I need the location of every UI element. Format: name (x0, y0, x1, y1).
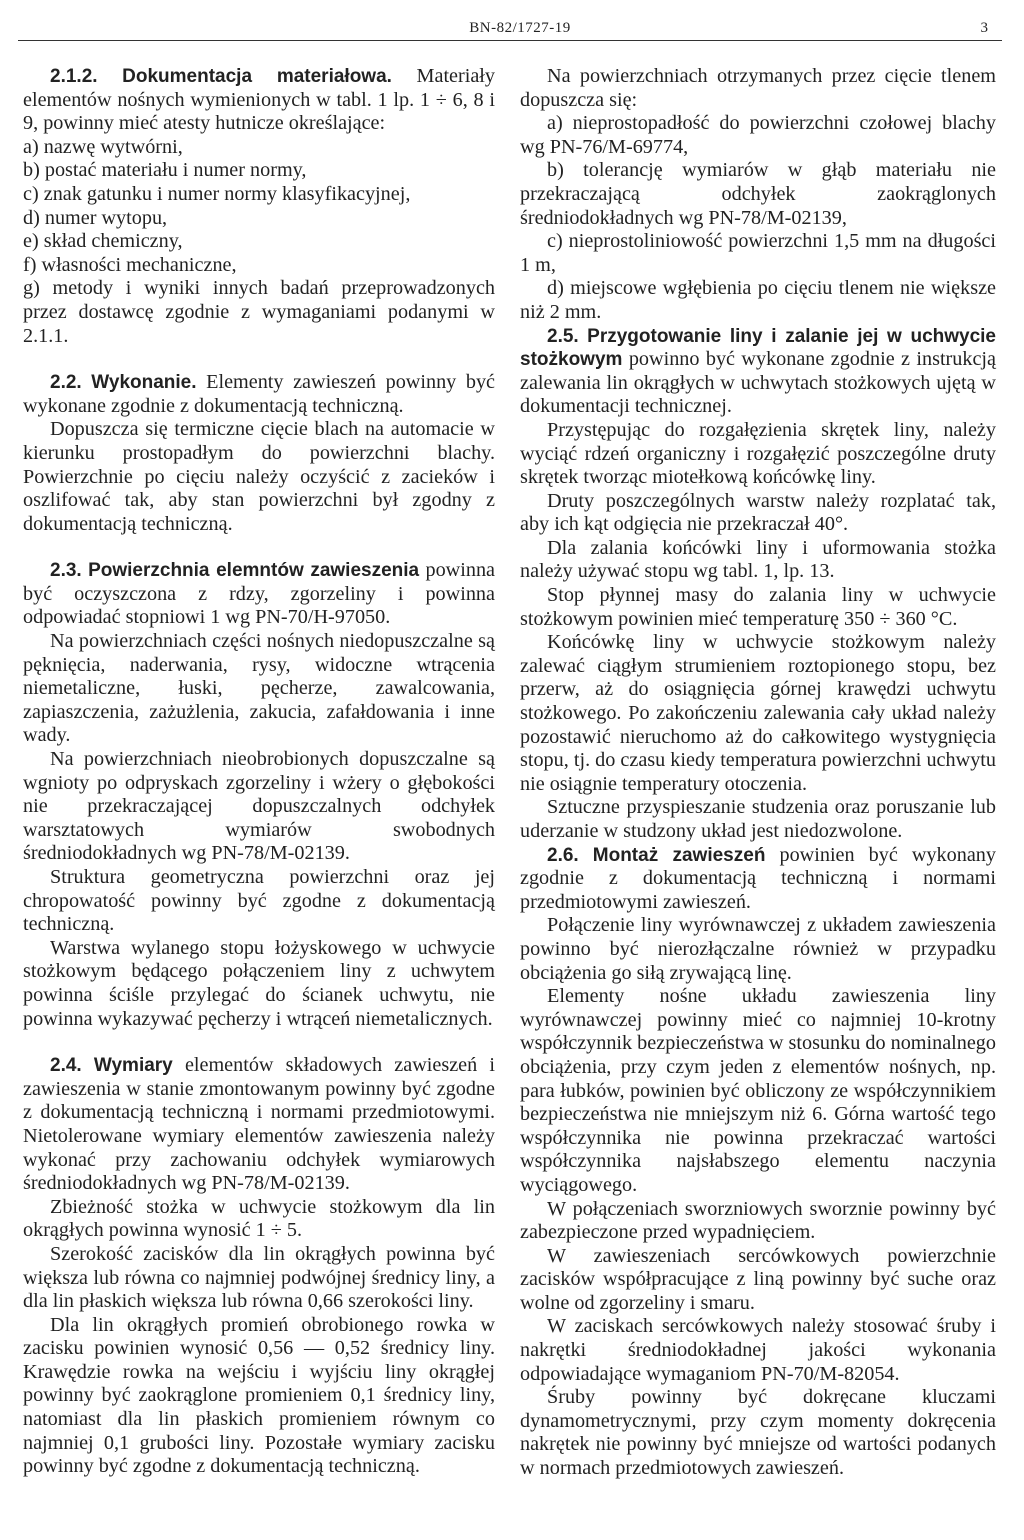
paragraph: Druty poszczególnych warstw należy rozplatać tak, aby ich kąt odgięcia nie przekraczał 40°. (520, 489, 996, 536)
paragraph: Dla lin okrągłych promień obrobionego rowka w zacisku powinien wynosić 0,56 — 0,52 średnicy liny. Krawędzie rowka na wejściu i wyjściu liny okrągłej powinny być zaokrąglone promieniem 0,1 średnicy liny, natomiast dla lin płaskich promieniem równym co najmniej 0,1 grubości liny. Pozostałe wymiary zacisku powinny być zgodne z dokumentacją techniczną. (23, 1313, 495, 1478)
section-2-2 (23, 371, 495, 418)
section-title: Przygotowanie liny i zalanie jej w uchwycie stożkowym (520, 325, 996, 371)
paragraph: Na powierzchniach części nośnych niedopuszczalne są pęknięcia, naderwania, rysy, widoczne wtrącenia niemetaliczne, łuski, pęcherze, zawalcowania, zapiaszczenia, zażużlenia, zakucia, zafałdowania i inne wady. (23, 630, 495, 747)
paragraph: Szerokość zacisków dla lin okrągłych powinna być większa lub równa co najmniej podwójnej średnicy liny, a dla lin płaskich większa lub równa 0,66 szerokości liny. (23, 1242, 495, 1313)
paragraph: Stop płynnej masy do zalania liny w uchwycie stożkowym powinien mieć temperaturę 350 ÷ 360 °C. (520, 584, 996, 630)
paragraph: Elementy nośne układu zawieszenia liny wyrównawczej powinny mieć co najmniej 10-krotny współczynnik bezpieczeństwa w stosunku do nominalnego obciążenia, przy czym jeden z elementów nośnych, np. para łubków, powinien być obliczony ze współczynnikiem bezpieczeństwa nie mniejszym niż 6. Górna wartość tego współczynnika nie powinna przekraczać wartości współczynnika najsłabszego elementu naczynia wyciągowego. (520, 985, 996, 1196)
section-number: 2.4. (50, 1055, 82, 1077)
paragraph-text: Materiały elementów nośnych wymienionych w tabl. 1 lp. 1 ÷ 6, 8 i 9, powinny mieć atesty hutnicze określające: (23, 65, 496, 135)
paragraph-text: powinna być oczyszczona z rdzy, zgorzeliny i powinna odpowiadać stopniowi 1 wg PN-70/H-97050. (23, 559, 496, 629)
left-column (23, 65, 495, 1479)
section-number: 2.2. (50, 372, 82, 394)
list-item: a) nieprostopadłość do powierzchni czołowej blachy wg PN-76/M-69774, (520, 112, 996, 158)
paragraph: Zbieżność stożka w uchwycie stożkowym dla lin okrągłych powinna wynosić 1 ÷ 5. (23, 1195, 495, 1242)
section-title: Wykonanie. (91, 372, 197, 394)
list-item: b) postać materiału i numer normy, (23, 159, 307, 182)
paragraph-text: powinien być wykonany zgodnie z dokumentacją techniczną i normami przedmiotowymi zawieszeń. (520, 843, 996, 913)
paragraph: W zawieszeniach sercówkowych powierzchnie zacisków współpracujące z liną powinny być suche oraz wolne od zgorzeliny i smaru. (520, 1244, 996, 1314)
list-item: d) numer wytopu, (23, 206, 168, 229)
paragraph: Na powierzchniach nieobrobionych dopuszczalne są wgnioty po odpryskach zgorzeliny i wżery o głębokości nie przekraczającej dopuszczalnych odchyłek warsztatowych wymiarów swobodnych średniodokładnych wg PN-78/M-02139. (23, 748, 495, 865)
section-2-4 (23, 1054, 495, 1196)
paragraph: W połączeniach sworzniowych sworznie powinny być zabezpieczone przed wypadnięciem. (520, 1197, 996, 1244)
paragraph: Warstwa wylanego stopu łożyskowego w uchwycie stożkowym będącego połączeniem liny z uchwytem powinna ściśle przylegać do ścianek uchwytu, nie powinna wykazywać pęcherzy i wtrąceń niemetalicznych. (23, 936, 495, 1030)
section-title: Montaż zawieszeń (592, 844, 766, 866)
paragraph: Na powierzchniach otrzymanych przez cięcie tlenem dopuszcza się: (520, 65, 996, 111)
section-2-1-2 (23, 65, 495, 136)
paragraph: Sztuczne przyspieszanie studzenia oraz poruszanie lub uderzanie w studzony układ jest niedozwolone. (520, 796, 996, 842)
paragraph-text: elementów składowych zawieszeń i zawieszenia w stanie zmontowanym powinny być zgodne z dokumentacją techniczną i normami przedmiotowymi. Nietolerowane wymiary elementów zawieszenia należy wykonać przy zachowaniu odchyłek wymiarowych średniodokładnych wg PN-78/M-02139. (23, 1054, 496, 1195)
paragraph-text: powinno być wykonane zgodnie z instrukcją zalewania lin okrągłych w uchwytach stożkowych ujętą w dokumentacji technicznej. (520, 348, 996, 418)
paragraph: Dopuszcza się termiczne cięcie blach na automacie w kierunku prostopadłym do powierzchni blachy. Powierzchnie po cięciu należy oczyścić z zacieków i oszlifować tak, aby stan powierzchni był zgodny z dokumentacją techniczną. (23, 418, 495, 535)
paragraph: Struktura geometryczna powierzchni oraz jej chropowatość powinny być zgodne z dokumentacją techniczną. (23, 866, 495, 936)
paragraph: Połączenie liny wyrównawczej z układem zawieszenia powinno być nierozłączalne również w przypadku obciążenia go siłą zrywającą linę. (520, 914, 996, 984)
list-item: g) metody i wyniki innych badań przeprowadzonych przez dostawcę zgodnie z wymaganiami podanymi w 2.1.1. (23, 277, 495, 347)
list-item: e) skład chemiczny, (23, 230, 183, 253)
list-item: c) nieprostoliniowość powierzchni 1,5 mm na długości 1 m, (520, 230, 996, 276)
paragraph: Końcówkę liny w uchwycie stożkowym należy zalewać ciągłym strumieniem roztopionego stopu, bez przerw, aż do osiągnięcia górnej krawędzi uchwytu stożkowego. Po zakończeniu zalewania cały układ należy pozostawić nieruchomo aż do całkowitego wystygnięcia stopu, tj. do czasu kiedy temperatura powierzchni uchwytu nie osiągnie temperatury otoczenia. (520, 631, 996, 795)
section-title: Powierzchnia elemntów zawieszenia (88, 560, 420, 582)
section-title: Dokumentacja materiałowa. (122, 66, 392, 87)
section-number: 2.1.2. (50, 66, 98, 87)
paragraph: Przystępując do rozgałęzienia skrętek liny, należy wyciąć rdzeń organiczny i rozgałęzić poszczególne druty skrętek tworząc miotełkową końcówkę liny. (520, 418, 996, 489)
section-number: 2.5. (547, 325, 579, 347)
list-item: a) nazwę wytwórni, (23, 135, 183, 158)
section-number: 2.3. (50, 560, 82, 582)
paragraph: Dla zalania końcówki liny i uformowania stożka należy używać stopu wg tabl. 1, lp. 13. (520, 536, 996, 583)
list-item: f) własności mechaniczne, (23, 253, 237, 276)
section-2-5 (520, 325, 996, 419)
section-number: 2.6. (547, 844, 579, 866)
list-item: d) miejscowe wgłębienia po cięciu tlenem nie większe niż 2 mm. (520, 277, 996, 323)
section-2-3 (23, 559, 495, 630)
paragraph-text: Elementy zawieszeń powinny być wykonane zgodnie z dokumentacją techniczną. (23, 371, 495, 417)
section-title: Wymiary (93, 1055, 173, 1077)
section-2-6 (520, 844, 996, 915)
list-item: c) znak gatunku i numer normy klasyfikacyjnej, (23, 182, 411, 205)
right-column (520, 65, 996, 1481)
list-item: b) tolerancję wymiarów w głąb materiału nie przekraczającą odchyłek zaokrąglonych średniodokładnych wg PN-78/M-02139, (520, 159, 996, 229)
page-number: 3 (980, 20, 988, 36)
page-header (18, 18, 1002, 41)
document-code: BN-82/1727-19 (469, 20, 571, 36)
paragraph: W zaciskach sercówkowych należy stosować śruby i nakrętki średniodokładnej jakości wykonania odpowiadające wymaganiom PN-70/M-82054. (520, 1315, 996, 1385)
paragraph: Śruby powinny być dokręcane kluczami dynamometrycznymi, przy czym momenty dokręcenia nakrętek nie powinny być mniejsze od wartości podanych w normach przedmiotowych zawieszeń. (520, 1386, 996, 1480)
